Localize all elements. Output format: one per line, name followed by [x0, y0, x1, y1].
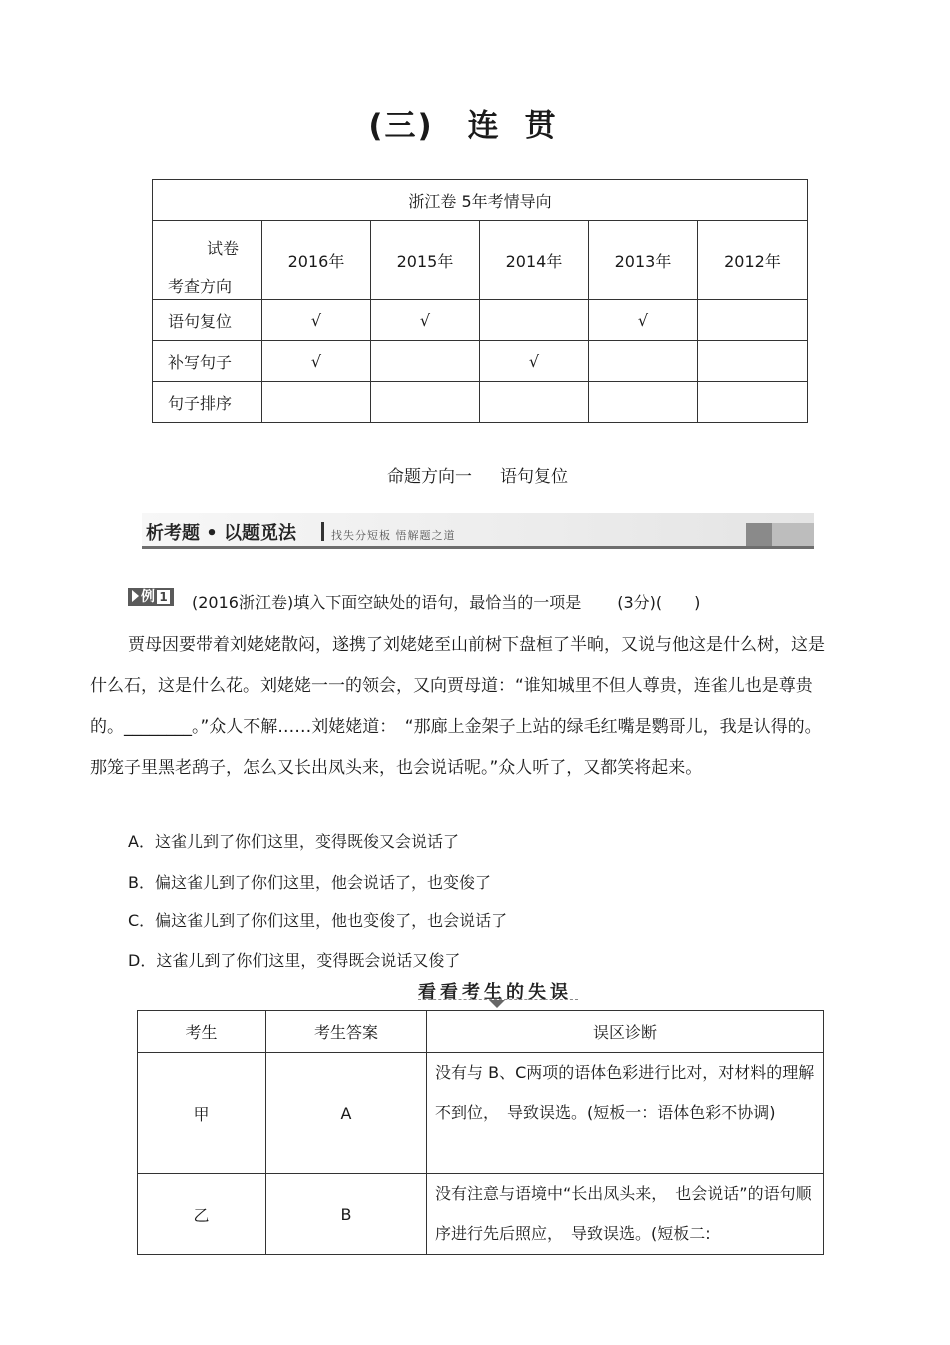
header-diagnosis: 误区诊断 [427, 1011, 824, 1053]
option-d: D．这雀儿到了你们这里，变得既会说话又俊了 [128, 951, 461, 970]
mistakes-table [137, 1010, 824, 1255]
mistakes-title: 看看考生的失误 [418, 982, 572, 1003]
diagnosis-cell: 没有与 B、C两项的语体色彩进行比对，对材料的理解不到位， 导致误选。(短板一：语体色彩不协调) [427, 1053, 824, 1174]
table-row [153, 300, 808, 341]
corner-cell [153, 221, 262, 300]
down-arrow-icon [489, 1000, 505, 1008]
check-cell [698, 341, 808, 382]
year-header: 2014年 [480, 221, 589, 300]
check-cell [371, 341, 480, 382]
page-title [0, 100, 950, 145]
check-cell [262, 382, 371, 423]
year-header: 2016年 [262, 221, 371, 300]
check-cell [371, 382, 480, 423]
question-prompt: 填入下面空缺处的语句，最恰当的一项是 [293, 593, 582, 612]
year-header: 2013年 [589, 221, 698, 300]
example-tag [128, 588, 174, 606]
year-header: 2015年 [371, 221, 480, 300]
banner-block-dark [746, 523, 772, 546]
direction-topic: 语句复位 [500, 467, 568, 487]
option-a: A．这雀儿到了你们这里，变得既俊又会说话了 [128, 832, 459, 851]
table-row [138, 1053, 824, 1174]
title-prefix: (三) [368, 108, 434, 144]
corner-top: 试卷 [207, 239, 240, 258]
answer-cell: A [266, 1053, 427, 1174]
title-main: 连贯 [467, 108, 582, 144]
section-banner [142, 513, 814, 549]
check-cell: √ [480, 341, 589, 382]
example-tag-label: 例 [141, 589, 155, 605]
check-cell: √ [589, 300, 698, 341]
student-cell: 乙 [138, 1174, 266, 1255]
header-answer: 考生答案 [266, 1011, 427, 1053]
header-student: 考生 [138, 1011, 266, 1053]
corner-bottom: 考查方向 [168, 277, 233, 296]
banner-subtitle: 找失分短板 悟解题之道 [331, 529, 456, 542]
row-label: 语句复位 [153, 300, 262, 341]
question-source: (2016浙江卷) [192, 593, 294, 612]
check-cell [698, 300, 808, 341]
check-cell: √ [262, 341, 371, 382]
option-c: C．偏这雀儿到了你们这里，他也变俊了，也会说话了 [128, 911, 508, 930]
banner-block-light [772, 523, 814, 546]
survey-caption: 浙江卷 5年考情导向 [153, 180, 808, 221]
check-cell [480, 382, 589, 423]
check-cell [589, 382, 698, 423]
table-row [153, 341, 808, 382]
check-cell: √ [262, 300, 371, 341]
table-row [138, 1174, 824, 1255]
table-row [153, 382, 808, 423]
diagnosis-cell: 没有注意与语境中“长出凤头来， 也会说话”的语句顺序进行先后照应， 导致误选。(短板二: [427, 1174, 824, 1255]
direction-label: 命题方向一 [387, 467, 472, 487]
question-line [192, 590, 700, 613]
year-header: 2012年 [698, 221, 808, 300]
passage [90, 625, 832, 789]
check-cell [589, 341, 698, 382]
check-cell: √ [371, 300, 480, 341]
option-b: B．偏这雀儿到了你们这里，他会说话了，也变俊了 [128, 873, 491, 892]
question-score: (3分)( ) [617, 593, 701, 612]
row-label: 补写句子 [153, 341, 262, 382]
banner-title: 析考题 • 以题觅法 [146, 523, 297, 544]
check-cell [480, 300, 589, 341]
row-label: 句子排序 [153, 382, 262, 423]
survey-table [152, 179, 808, 423]
example-number: 1 [157, 590, 170, 604]
check-cell [698, 382, 808, 423]
triangle-icon [132, 590, 139, 602]
student-cell: 甲 [138, 1053, 266, 1174]
passage-text: 贾母因要带着刘姥姥散闷，遂携了刘姥姥至山前树下盘桓了半晌，又说与他这是什么树，这是什么石，这是什么花。刘姥姥一一的领会，又向贾母道：“谁知城里不但人尊贵，连雀儿也是尊贵的。________。”众人不解……刘姥姥道： “那廊上金架子上站的绿毛红嘴是鹦哥儿，我是认得的。那笼子里黑老鸹子，怎么又长出凤头来，也会说话呢。”众人听了，又都笑将起来。 [90, 635, 825, 778]
answer-cell: B [266, 1174, 427, 1255]
banner-divider [321, 522, 324, 541]
banner-underline [142, 546, 814, 549]
direction-heading [0, 462, 950, 487]
